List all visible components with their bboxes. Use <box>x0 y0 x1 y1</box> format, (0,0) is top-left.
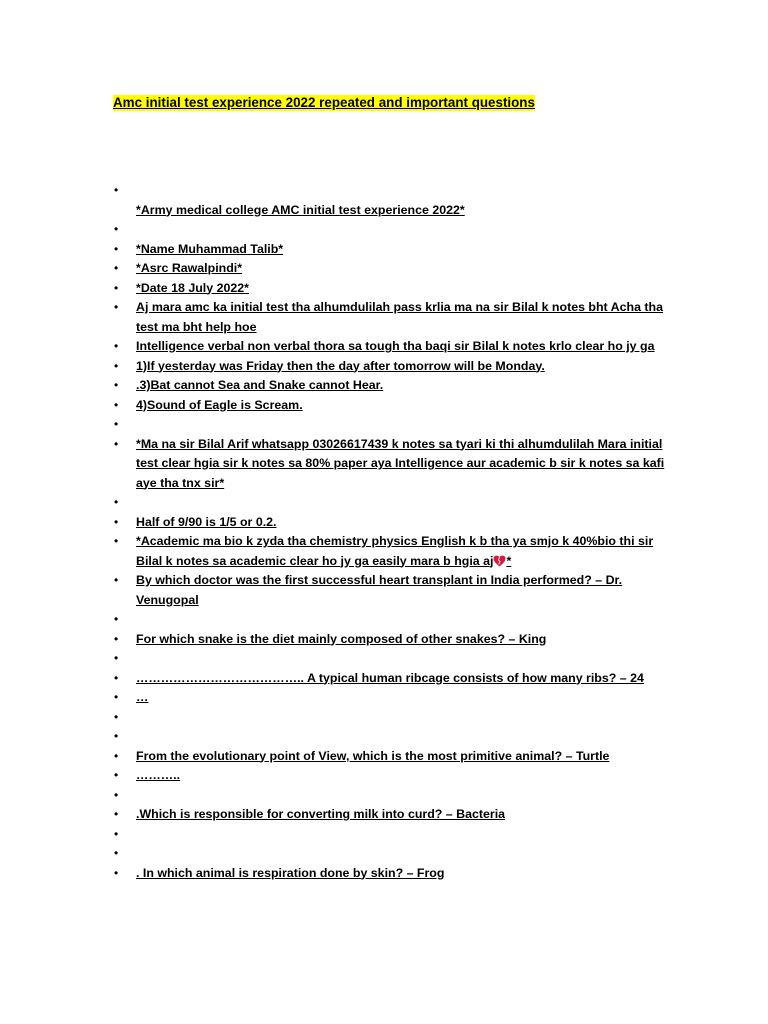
list-item <box>114 805 674 825</box>
title-wrap <box>113 94 535 112</box>
list-item-text: 4)Sound of Eagle is Scream. <box>136 397 303 412</box>
bullet-dot: • <box>114 222 119 236</box>
bullet-dot: • <box>114 768 119 782</box>
list-item <box>114 396 674 416</box>
bullet-dot: • <box>114 787 119 802</box>
heart-icon <box>493 555 506 567</box>
list-item-text: ………………………………….. A typical human ribcage consists of how many ribs? – 24 <box>136 670 644 685</box>
list-item <box>114 766 674 786</box>
list-item-text: Intelligence verbal non verbal thora sa tough tha baqi sir Bilal k notes krlo clear ho jy ga <box>136 339 655 353</box>
bullet-dot: • <box>114 807 119 821</box>
bullet-dot: • <box>114 241 119 256</box>
list-item-text: From the evolutionary point of View, which is the most primitive animal? – Turtle <box>136 748 610 763</box>
list-item-text: . In which animal is respiration done by skin? – Frog <box>136 865 445 880</box>
list-item-text: *Date 18 July 2022* <box>136 280 249 295</box>
list-item-text: *Academic ma bio k zyda tha chemistry physics English k b tha ya smjo k 40%bio thi sir Bilal k notes sa academic clear ho jy ga easily mara b hgia aj * <box>136 534 654 568</box>
list-item <box>114 220 674 240</box>
list-item <box>114 532 674 571</box>
list-item-text: Half of 9/90 is 1/5 or 0.2. <box>136 514 277 529</box>
bullet-dot: • <box>114 748 119 763</box>
bullet-dot: • <box>114 670 119 685</box>
bullet-dot: • <box>114 612 119 626</box>
list-item <box>114 669 674 689</box>
list-item <box>114 747 674 767</box>
bullet-dot: • <box>114 300 119 314</box>
list-item <box>114 571 674 610</box>
list-item <box>114 181 674 220</box>
list-item <box>114 240 674 260</box>
list-item <box>114 630 674 650</box>
bullet-dot: • <box>114 573 119 587</box>
bullet-dot: • <box>114 846 119 860</box>
bullet-dot: • <box>114 631 119 646</box>
list-item-text: *Army medical college AMC initial test experience 2022* <box>136 202 465 217</box>
bullet-dot: • <box>114 261 119 275</box>
bullet-dot: • <box>114 729 119 743</box>
list-item <box>114 376 674 396</box>
bullet-dot: • <box>114 280 119 295</box>
list-item-text: .3)Bat cannot Sea and Snake cannot Hear. <box>136 378 384 392</box>
list-item <box>114 864 674 884</box>
list-item-text: For which snake is the diet mainly composed of other snakes? – King <box>136 631 547 646</box>
list-item-text: 1)If yesterday was Friday then the day after tomorrow will be Monday. <box>136 358 545 373</box>
bullet-dot: • <box>114 865 119 880</box>
bullet-dot: • <box>114 378 119 392</box>
document-title: Amc initial test experience 2022 repeated and important questions <box>113 95 535 110</box>
list-item-text: .Which is responsible for converting milk into curd? – Bacteria <box>136 807 506 821</box>
bullet-dot: • <box>114 495 119 509</box>
list-item <box>114 493 674 513</box>
bullet-dot: • <box>114 651 119 665</box>
bullet-list <box>114 181 674 883</box>
list-item-text: ……….. <box>136 768 181 782</box>
list-item <box>114 786 674 806</box>
list-item <box>114 435 674 494</box>
list-item <box>114 337 674 357</box>
list-item-text: *Asrc Rawalpindi* <box>136 261 243 275</box>
bullet-dot: • <box>114 183 119 197</box>
bullet-dot: • <box>114 534 119 548</box>
bullet-dot: • <box>114 417 119 431</box>
list-item <box>114 825 674 845</box>
list-item-suffix: * <box>506 553 512 568</box>
list-item-text: Aj mara amc ka initial test tha alhumdulilah pass krlia ma na sir Bilal k notes bht Acha tha test ma bht help hoe <box>136 300 663 334</box>
bullet-dot: • <box>114 397 119 412</box>
list-item <box>114 415 674 435</box>
list-item <box>114 279 674 299</box>
bullet-dot: • <box>114 709 119 724</box>
bullet-dot: • <box>114 514 119 529</box>
list-item-text: … <box>136 690 149 704</box>
list-item <box>114 610 674 630</box>
list-item-text: *Name Muhammad Talib* <box>136 241 284 256</box>
bullet-dot: • <box>114 339 119 353</box>
bullet-dot: • <box>114 690 119 704</box>
list-item <box>114 259 674 279</box>
list-item <box>114 708 674 728</box>
list-item-text: *Ma na sir Bilal Arif whatsapp 03026617439 k notes sa tyari ki thi alhumdulilah Mara initial test clear hgia sir k notes sa 80% paper aya Intelligence aur academic b sir k notes sa kafi aye tha tnx sir* <box>136 436 665 490</box>
list-item <box>114 844 674 864</box>
list-item <box>114 298 674 337</box>
bullet-dot: • <box>114 358 119 373</box>
bullet-dot: • <box>114 826 119 841</box>
list-item <box>114 649 674 669</box>
list-item <box>114 513 674 533</box>
list-item <box>114 727 674 747</box>
list-item <box>114 357 674 377</box>
bullet-dot: • <box>114 436 119 451</box>
list-item-text: By which doctor was the first successful heart transplant in India performed? – Dr. Venugopal <box>136 573 623 607</box>
list-item <box>114 688 674 708</box>
